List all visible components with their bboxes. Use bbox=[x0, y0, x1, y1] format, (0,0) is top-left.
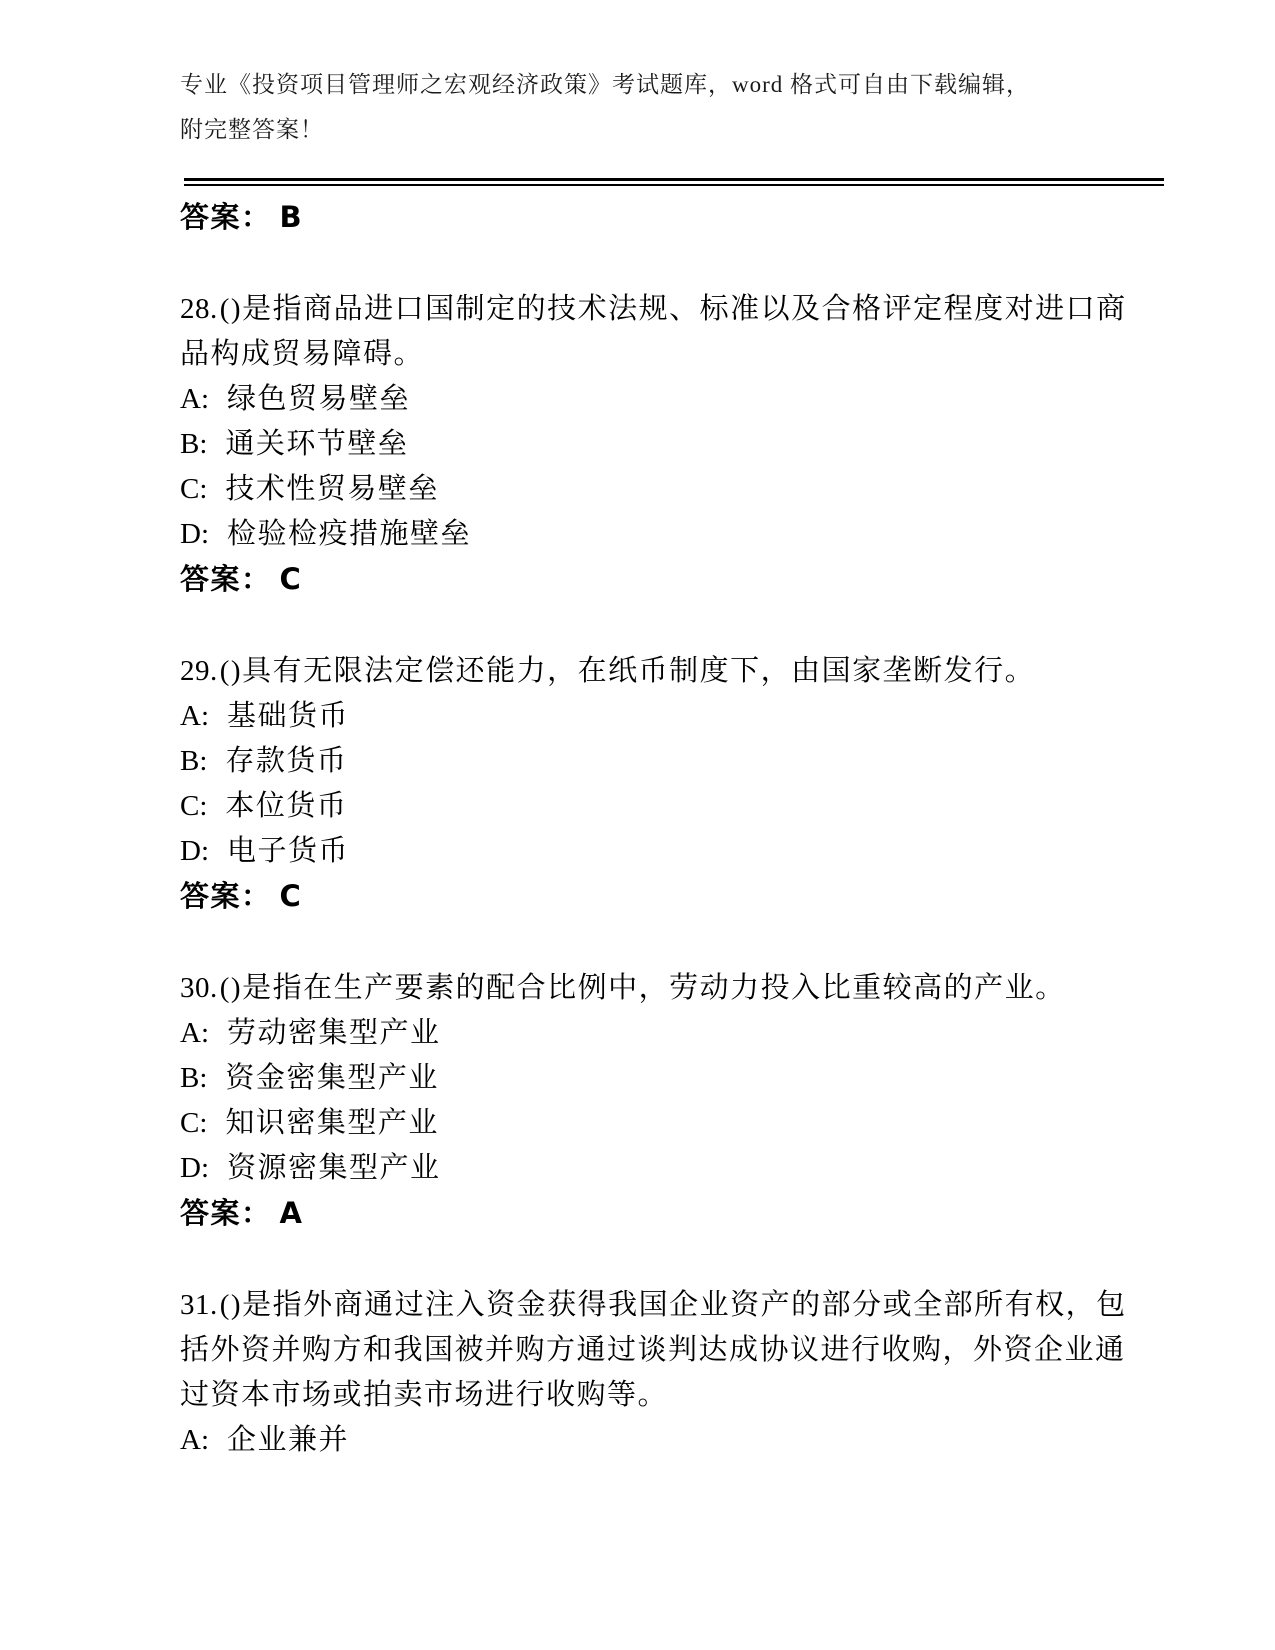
header-rule bbox=[184, 178, 1164, 186]
option-text: 技术性贸易壁垒 bbox=[225, 473, 439, 505]
option-text: 电子货币 bbox=[227, 835, 350, 867]
question-block-29 bbox=[180, 649, 1185, 920]
answer-label: 答案： bbox=[180, 1198, 272, 1230]
question-block-31 bbox=[180, 1283, 1185, 1463]
option-letter: D: bbox=[180, 835, 209, 867]
question-body: ()是指商品进口国制定的技术法规、标准以及合格评定程度对进口商品构成贸易障碍。 bbox=[180, 293, 1127, 370]
option-text: 存款货币 bbox=[225, 745, 348, 777]
answer-line bbox=[180, 1191, 1130, 1237]
option-text: 资金密集型产业 bbox=[225, 1062, 439, 1094]
option-line-c bbox=[180, 467, 1130, 512]
option-text: 知识密集型产业 bbox=[225, 1107, 439, 1139]
answer-line bbox=[180, 557, 1130, 603]
question-text bbox=[180, 1283, 1130, 1418]
question-text bbox=[180, 966, 1130, 1011]
option-text: 绿色贸易壁垒 bbox=[227, 383, 411, 415]
option-text: 通关环节壁垒 bbox=[225, 428, 409, 460]
answer-value: B bbox=[279, 200, 302, 234]
question-body: ()是指在生产要素的配合比例中，劳动力投入比重较高的产业。 bbox=[219, 972, 1066, 1004]
option-text: 本位货币 bbox=[225, 790, 348, 822]
option-letter: B: bbox=[180, 1062, 208, 1094]
option-line-a bbox=[180, 1011, 1130, 1056]
orphan-answer-line bbox=[180, 195, 1130, 241]
option-letter: A: bbox=[180, 1017, 209, 1049]
option-line-c bbox=[180, 1101, 1130, 1146]
option-letter: A: bbox=[180, 700, 209, 732]
option-text: 基础货币 bbox=[227, 700, 350, 732]
question-text bbox=[180, 649, 1130, 694]
option-line-b bbox=[180, 739, 1130, 784]
option-letter: C: bbox=[180, 473, 208, 505]
answer-value: C bbox=[279, 879, 301, 913]
answer-label: 答案： bbox=[180, 564, 272, 596]
answer-value: A bbox=[279, 1196, 302, 1230]
question-body: ()具有无限法定偿还能力，在纸币制度下，由国家垄断发行。 bbox=[219, 655, 1036, 687]
option-line-d bbox=[180, 512, 1130, 557]
option-letter: C: bbox=[180, 790, 208, 822]
question-number: 29. bbox=[180, 655, 218, 687]
question-block-28 bbox=[180, 287, 1185, 603]
page-header bbox=[180, 62, 1185, 152]
option-letter: B: bbox=[180, 745, 208, 777]
answer-line bbox=[180, 874, 1130, 920]
option-line-c bbox=[180, 784, 1130, 829]
option-letter: D: bbox=[180, 518, 209, 550]
option-line-a bbox=[180, 694, 1130, 739]
option-line-a bbox=[180, 377, 1130, 422]
answer-label: 答案： bbox=[180, 202, 272, 234]
question-number: 31. bbox=[180, 1289, 218, 1321]
option-line-a bbox=[180, 1418, 1130, 1463]
question-text bbox=[180, 287, 1130, 377]
option-line-d bbox=[180, 829, 1130, 874]
option-line-b bbox=[180, 1056, 1130, 1101]
option-letter: B: bbox=[180, 428, 208, 460]
answer-value: C bbox=[279, 562, 301, 596]
question-body: ()是指外商通过注入资金获得我国企业资产的部分或全部所有权，包括外资并购方和我国被并购方通过谈判达成协议进行收购，外资企业通过资本市场或拍卖市场进行收购等。 bbox=[180, 1289, 1127, 1411]
option-line-d bbox=[180, 1146, 1130, 1191]
option-text: 劳动密集型产业 bbox=[227, 1017, 441, 1049]
question-number: 28. bbox=[180, 293, 218, 325]
option-letter: C: bbox=[180, 1107, 208, 1139]
option-line-b bbox=[180, 422, 1130, 467]
option-letter: D: bbox=[180, 1152, 209, 1184]
question-number: 30. bbox=[180, 972, 218, 1004]
option-letter: A: bbox=[180, 383, 209, 415]
answer-label: 答案： bbox=[180, 881, 272, 913]
option-text: 企业兼并 bbox=[227, 1424, 350, 1456]
option-text: 资源密集型产业 bbox=[227, 1152, 441, 1184]
option-letter: A: bbox=[180, 1424, 209, 1456]
header-text: 专业《投资项目管理师之宏观经济政策》考试题库，word 格式可自由下载编辑，附完整答案！ bbox=[180, 72, 1031, 142]
question-block-30 bbox=[180, 966, 1185, 1237]
option-text: 检验检疫措施壁垒 bbox=[227, 518, 472, 550]
